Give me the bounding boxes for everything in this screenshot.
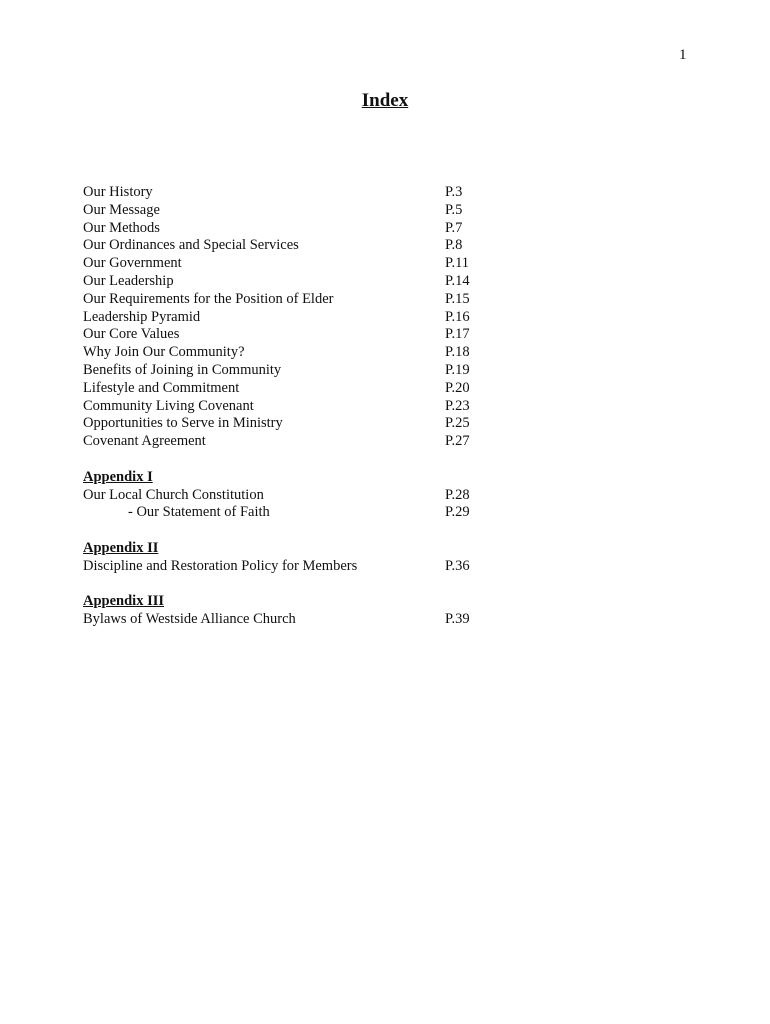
page-title: Index	[361, 90, 409, 111]
toc-entry-label: Our Government	[83, 255, 182, 272]
toc-entry-page: P.15	[445, 290, 470, 307]
toc-entry-label: Lifestyle and Commitment	[83, 379, 240, 396]
page-number: 1	[679, 47, 687, 63]
toc-entry-page: P.11	[445, 255, 470, 272]
toc-entry	[83, 236, 503, 254]
toc-entry	[83, 610, 503, 628]
toc-entry-label: - Our Statement of Faith	[128, 504, 270, 521]
toc-entry-page: P.14	[445, 272, 470, 289]
section-spacer	[83, 450, 503, 468]
toc-entry	[83, 379, 503, 397]
toc-subentry	[83, 503, 503, 521]
toc-entry-label: Discipline and Restoration Policy for Members	[83, 557, 358, 574]
toc-entry	[83, 361, 503, 379]
toc-entry	[83, 290, 503, 308]
toc-entry-page: P.7	[445, 219, 463, 236]
toc-entry-page: P.19	[445, 361, 470, 378]
toc-entry-page: P.23	[445, 397, 470, 414]
toc-entry	[83, 557, 503, 575]
appendix-heading: Appendix I	[83, 468, 153, 485]
toc-entry	[83, 183, 503, 201]
toc-entry-label: Why Join Our Community?	[83, 344, 245, 361]
toc-entry	[83, 201, 503, 219]
section-spacer	[83, 521, 503, 539]
toc-entry-label: Our Methods	[83, 219, 160, 236]
table-of-contents	[83, 183, 503, 628]
toc-entry	[83, 414, 503, 432]
toc-entry-page: P.28	[445, 486, 470, 503]
toc-entry-label: Our Ordinances and Special Services	[83, 237, 299, 254]
toc-entry-page: P.8	[445, 237, 463, 254]
toc-entry-label: Our Local Church Constitution	[83, 486, 264, 503]
toc-entry-page: P.20	[445, 379, 470, 396]
toc-entry-label: Bylaws of Westside Alliance Church	[83, 611, 296, 628]
appendix-heading: Appendix II	[83, 539, 159, 556]
section-spacer	[83, 575, 503, 593]
toc-entry-label: Community Living Covenant	[83, 397, 254, 414]
toc-entry-label: Our Leadership	[83, 272, 174, 289]
toc-entry-label: Benefits of Joining in Community	[83, 361, 282, 378]
toc-entry-label: Our Requirements for the Position of Elder	[83, 290, 334, 307]
toc-entry-page: P.18	[445, 344, 470, 361]
toc-entry	[83, 343, 503, 361]
toc-entry	[83, 308, 503, 326]
toc-entry-label: Covenant Agreement	[83, 433, 206, 450]
toc-entry-page: P.27	[445, 433, 470, 450]
toc-entry-page: P.17	[445, 326, 470, 343]
toc-entry-page: P.5	[445, 201, 463, 218]
toc-entry-label: Our Message	[83, 201, 160, 218]
toc-entry	[83, 219, 503, 237]
appendix-heading: Appendix III	[83, 593, 164, 610]
toc-entry-page: P.29	[445, 504, 470, 521]
toc-entry-label: Our History	[83, 184, 153, 200]
toc-entry	[83, 254, 503, 272]
toc-entry	[83, 272, 503, 290]
toc-entry-page: P.16	[445, 308, 470, 325]
toc-entry-page: P.25	[445, 415, 470, 432]
toc-entry-label: Opportunities to Serve in Ministry	[83, 415, 283, 432]
toc-entry	[83, 397, 503, 415]
toc-entry-page: P.39	[445, 611, 470, 628]
toc-entry-label: Our Core Values	[83, 326, 180, 343]
toc-entry	[83, 325, 503, 343]
toc-entry-page: P.36	[445, 557, 470, 574]
toc-entry-label: Leadership Pyramid	[83, 308, 201, 325]
toc-entry	[83, 432, 503, 450]
toc-entry-page: P.3	[445, 184, 463, 200]
toc-entry	[83, 486, 503, 504]
